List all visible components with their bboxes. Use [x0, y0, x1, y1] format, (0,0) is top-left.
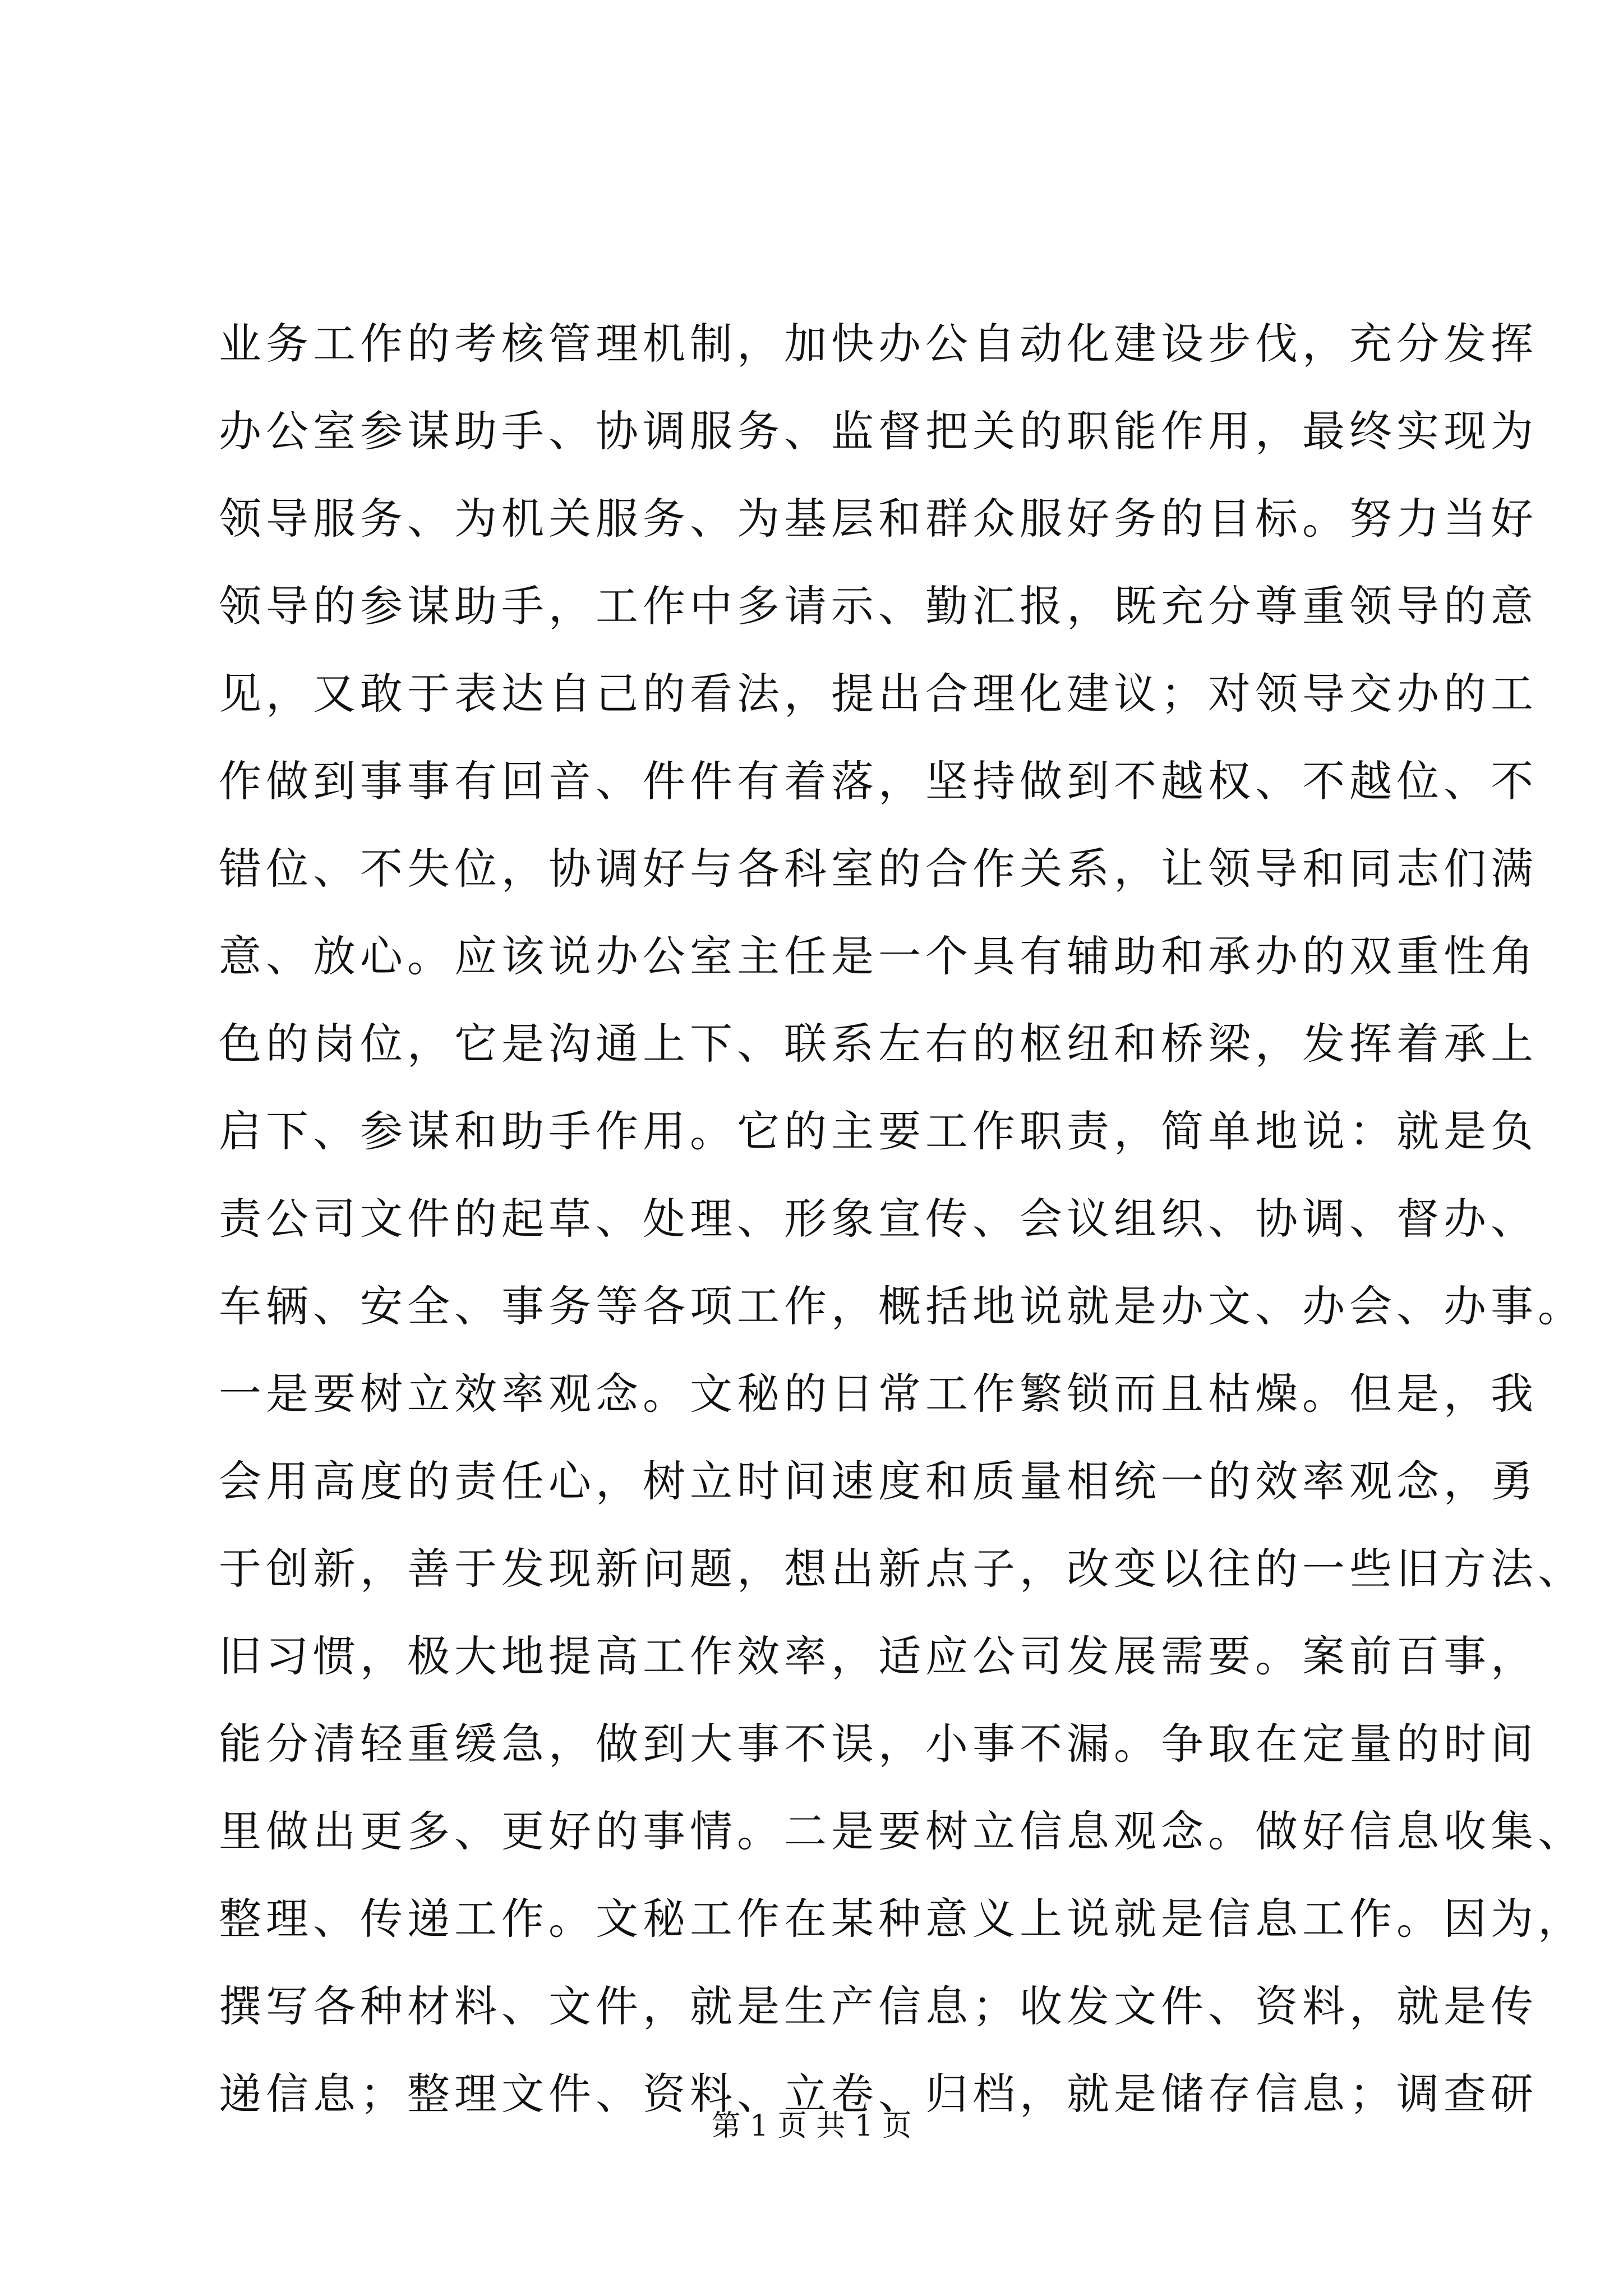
body-text: [219, 300, 1585, 2138]
text-line: 业务工作的考核管理机制，加快办公自动化建设步伐，充分发挥: [219, 319, 1538, 369]
text-line: 领导服务、为机关服务、为基层和群众服好务的目标。努力当好: [219, 494, 1538, 544]
text-line: 见，又敢于表达自己的看法，提出合理化建议；对领导交办的工: [219, 669, 1538, 719]
text-line: 责公司文件的起草、处理、形象宣传、会议组织、协调、督办、: [219, 1194, 1538, 1244]
text-line: 意、放心。应该说办公室主任是一个具有辅助和承办的双重性角: [219, 931, 1538, 981]
text-line: 色的岗位，它是沟通上下、联系左右的枢纽和桥梁，发挥着承上: [219, 1019, 1538, 1069]
text-line: 递信息；整理文件、资料、立卷、归档，就是储存信息；调查研: [219, 2069, 1538, 2119]
text-line: 旧习惯，极大地提高工作效率，适应公司发展需要。案前百事，: [219, 1631, 1538, 1681]
text-line: 于创新，善于发现新问题，想出新点子，改变以往的一些旧方法、: [219, 1544, 1585, 1594]
text-line: 能分清轻重缓急，做到大事不误，小事不漏。争取在定量的时间: [219, 1719, 1538, 1769]
text-line: 一是要树立效率观念。文秘的日常工作繁锁而且枯燥。但是，我: [219, 1369, 1538, 1419]
text-line: 里做出更多、更好的事情。二是要树立信息观念。做好信息收集、: [219, 1806, 1585, 1856]
text-line: 车辆、安全、事务等各项工作，概括地说就是办文、办会、办事。: [219, 1281, 1585, 1331]
page-number-footer: 第 1 页 共 1 页: [711, 2109, 912, 2143]
text-line: 办公室参谋助手、协调服务、监督把关的职能作用，最终实现为: [219, 406, 1538, 456]
text-line: 领导的参谋助手，工作中多请示、勤汇报，既充分尊重领导的意: [219, 581, 1538, 631]
text-line: 作做到事事有回音、件件有着落，坚持做到不越权、不越位、不: [219, 756, 1538, 806]
text-line: 启下、参谋和助手作用。它的主要工作职责，简单地说：就是负: [219, 1106, 1538, 1156]
text-line: 会用高度的责任心，树立时间速度和质量相统一的效率观念，勇: [219, 1456, 1538, 1506]
text-line: 整理、传递工作。文秘工作在某种意义上说就是信息工作。因为，: [219, 1894, 1585, 1944]
text-line: 错位、不失位，协调好与各科室的合作关系，让领导和同志们满: [219, 844, 1538, 894]
text-line: 撰写各种材料、文件，就是生产信息；收发文件、资料，就是传: [219, 1981, 1538, 2031]
